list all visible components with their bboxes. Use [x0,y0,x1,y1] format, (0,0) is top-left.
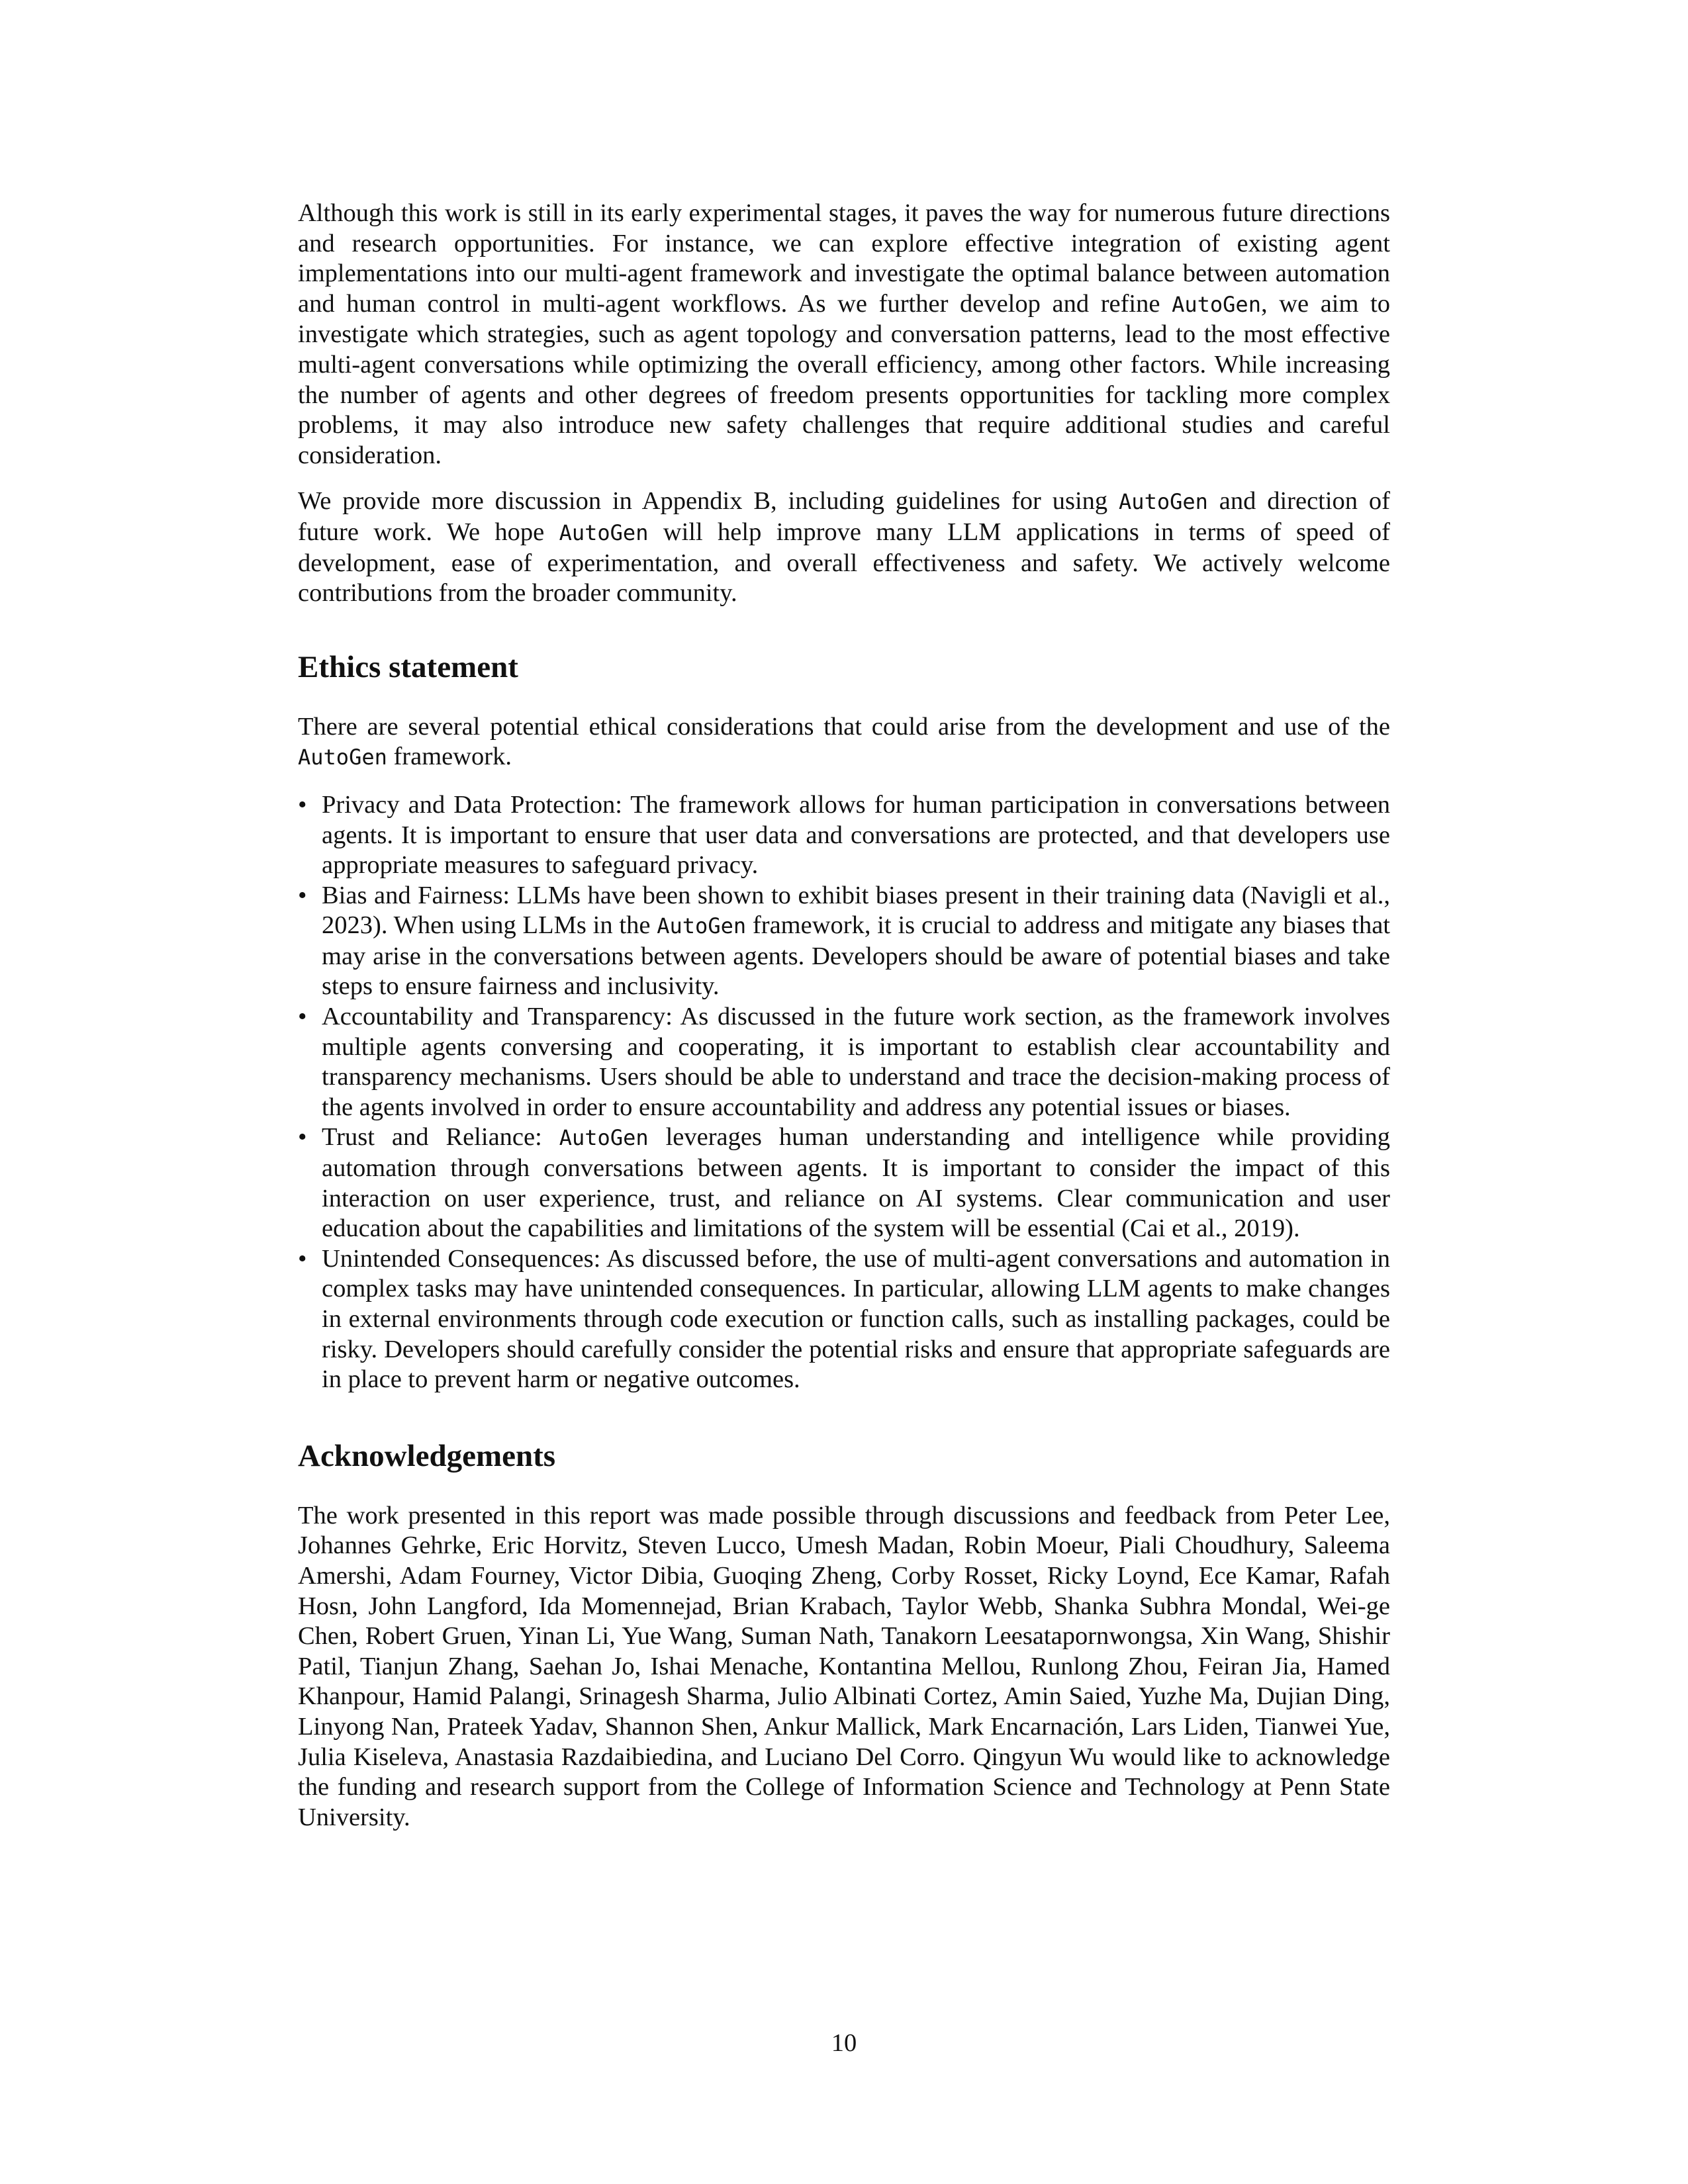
autogen-code: AutoGen [1172,291,1261,317]
ethics-item-privacy [298,790,1390,881]
acknowledgements-paragraph: The work presented in this report was made possible through discussions and feedback from Peter Lee, Johannes Gehrke, Eric Horvitz, Steven Lucco, Umesh Madan, Robin Moeur, Piali Choudhury, Saleema Amershi, Adam Fourney, Victor Dibia, Guoqing Zheng, Corby Rosset, Ricky Loynd, Ece Kamar, Rafah Hosn, John Langford, Ida Momennejad, Brian Krabach, Taylor Webb, Shanka Subhra Mondal, Wei-ge Chen, Robert Gruen, Yinan Li, Yue Wang, Suman Nath, Tanakorn Leesatapornwongsa, Xin Wang, Shishir Patil, Tianjun Zhang, Saehan Jo, Ishai Menache, Kontantina Mellou, Runlong Zhou, Feiran Jia, Hamed Khanpour, Hamid Palangi, Srinagesh Sharma, Julio Albinati Cortez, Amin Saied, Yuzhe Ma, Dujian Ding, Linyong Nan, Prateek Yadav, Shannon Shen, Ankur Mallick, Mark Encarnación, Lars Liden, Tianwei Yue, Julia Kiseleva, Anastasia Razdaibiedina, and Luciano Del Corro. Qingyun Wu would like to acknowledge the funding and research support from the College of Information Science and Technology at Penn State University. [298,1501,1390,1831]
bullet-icon: • [298,1244,307,1273]
ethics-item-unintended [298,1244,1390,1395]
autogen-code: AutoGen [298,745,387,770]
list-item-text: Privacy and Data Protection: The framework allows for human participation in conversations between agents. It is important to ensure that user data and conversations are protected, and that developers use appropriate measures to safeguard privacy. [322,790,1390,880]
list-item-text: Accountability and Transparency: As discussed in the future work section, as the framework involves multiple agents conversing and cooperating, it is important to establish clear accountability and transparency mechanisms. Users should be able to understand and trace the decision-making process of the agents involved in order to ensure accountability and address any potential issues or biases. [322,1003,1390,1121]
list-item-text: Unintended Consequences: As discussed before, the use of multi-agent conversations and automation in complex tasks may have unintended consequences. In particular, allowing LLM agents to make changes in external environments through code execution or function calls, such as installing packages, could be risky. Developers should carefully consider the potential risks and ensure that appropriate safeguards are in place to prevent harm or negative outcomes. [322,1244,1390,1394]
autogen-code: AutoGen [559,1125,649,1151]
bullet-icon: • [298,1003,307,1031]
future-work-paragraph-1: Although this work is still in its early experimental stages, it paves the way for numerous future directions and research opportunities. For instance, we can explore effective integration of existing agent implementations into our multi-agent framework and investigate the optimal balance between automation and human control in multi-agent workflows. As we further develop and refine AutoGen, we aim to investigate which strategies, such as agent topology and conversation patterns, lead to the most effective multi-agent conversations while optimizing the overall efficiency, among other factors. While increasing the number of agents and other degrees of freedom presents opportunities for tackling more complex problems, it may also introduce new safety challenges that require additional studies and careful consideration. [298,199,1390,469]
autogen-code: AutoGen [657,913,747,939]
ethics-intro: There are several potential ethical considerations that could arise from the development and use of the AutoGen framework. [298,712,1390,771]
ethics-item-bias [298,881,1390,1002]
future-work-paragraph-2: We provide more discussion in Appendix B, including guidelines for using AutoGen and direction of future work. We hope AutoGen will help improve many LLM applications in terms of speed of development, ease of experimentation, and overall effectiveness and safety. We actively welcome contributions from the broader community. [298,487,1390,608]
ethics-heading: Ethics statement [298,649,518,684]
list-item-text: Bias and Fairness: LLMs have been shown to exhibit biases present in their training data (Navigli et al., 2023). When using LLMs in the AutoGen framework, it is crucial to address and mitigate any biases that may arise in the conversations between agents. Developers should be aware of potential biases and take steps to ensure fairness and inclusivity. [322,881,1390,1001]
ethics-item-accountability [298,1002,1390,1122]
bullet-icon: • [298,881,307,909]
acknowledgements-heading: Acknowledgements [298,1438,556,1473]
bullet-icon: • [298,790,307,819]
list-item-text: Trust and Reliance: AutoGen leverages human understanding and intelligence while providing automation through conversations between agents. It is important to consider the impact of this interaction on user experience, trust, and reliance on AI systems. Clear communication and user education about the capabilities and limitations of the system will be essential (Cai et al., 2019). [322,1123,1390,1243]
autogen-code: AutoGen [559,520,649,545]
ethics-item-trust [298,1122,1390,1244]
page-number: 10 [831,2029,857,2057]
paper-page [298,199,1390,1833]
ethics-list [298,790,1390,1395]
autogen-code: AutoGen [1119,489,1208,515]
bullet-icon: • [298,1123,307,1152]
